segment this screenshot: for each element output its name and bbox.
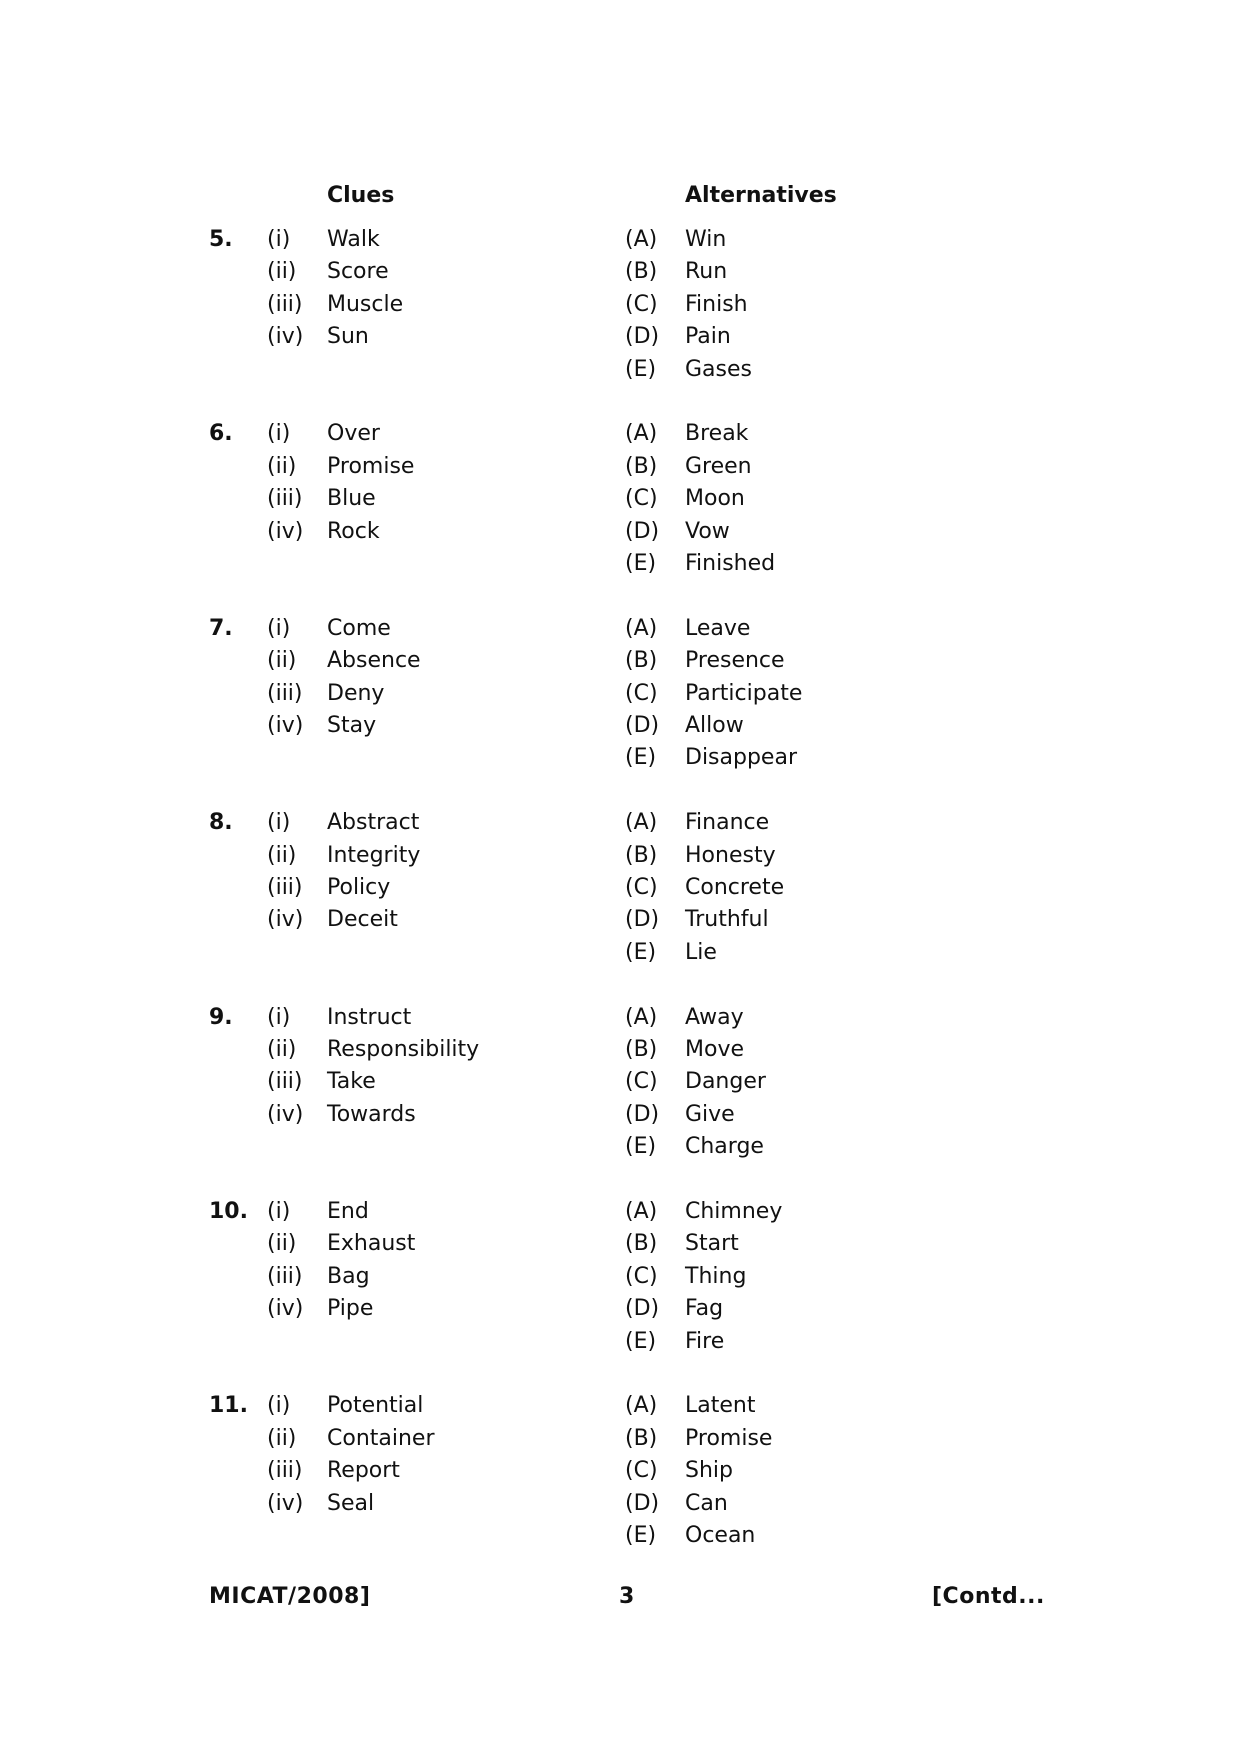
alternative-list [625, 418, 945, 580]
clue-word: Muscle [327, 291, 404, 317]
alternative-word: Break [685, 421, 749, 447]
alternative-row [625, 742, 945, 774]
alternative-letter: (E) [625, 1328, 657, 1354]
alternative-word: Promise [685, 1425, 773, 1451]
clue-row [267, 483, 567, 515]
alternative-letter: (C) [625, 874, 658, 900]
alternative-word: Fag [685, 1296, 724, 1322]
alternative-letter: (D) [625, 1296, 660, 1322]
clue-word: Exhaust [327, 1231, 416, 1257]
clue-list [267, 807, 567, 937]
alternative-word: Chimney [685, 1198, 783, 1224]
clue-word: Pipe [327, 1296, 374, 1322]
clue-row [267, 1002, 567, 1034]
alternative-row [625, 321, 945, 353]
alternative-letter: (C) [625, 680, 658, 706]
alternative-row [625, 710, 945, 742]
clue-numeral: (ii) [267, 648, 297, 674]
clue-word: Over [327, 421, 380, 447]
alternative-letter: (A) [625, 1198, 658, 1224]
clue-numeral: (ii) [267, 842, 297, 868]
alternative-row [625, 937, 945, 969]
clue-row [267, 289, 567, 321]
alternative-word: Leave [685, 615, 751, 641]
alternative-word: Participate [685, 680, 803, 706]
alternative-word: Finance [685, 810, 770, 836]
clue-numeral: (ii) [267, 1036, 297, 1062]
question-number: 6. [209, 421, 233, 447]
exam-code: MICAT/2008] [209, 1584, 371, 1609]
alternative-word: Allow [685, 712, 744, 738]
question-block [0, 1390, 1241, 1584]
alternative-letter: (E) [625, 1134, 657, 1160]
alternative-letter: (E) [625, 1522, 657, 1548]
alternative-list [625, 224, 945, 386]
alternative-word: Ship [685, 1458, 733, 1484]
clue-numeral: (iii) [267, 1263, 303, 1289]
clue-word: Towards [327, 1101, 416, 1127]
alternative-row [625, 1423, 945, 1455]
alternative-row [625, 1228, 945, 1260]
alternative-row [625, 1034, 945, 1066]
alternative-row [625, 354, 945, 386]
alternative-word: Fire [685, 1328, 725, 1354]
clue-word: Score [327, 259, 389, 285]
clue-word: Deny [327, 680, 385, 706]
alternative-row [625, 1488, 945, 1520]
alternative-row [625, 1326, 945, 1358]
alternative-word: Latent [685, 1393, 756, 1419]
clue-row [267, 1034, 567, 1066]
alternative-word: Vow [685, 518, 730, 544]
alternative-letter: (E) [625, 745, 657, 771]
alternative-word: Away [685, 1004, 744, 1030]
alternative-letter: (A) [625, 421, 658, 447]
clue-numeral: (ii) [267, 453, 297, 479]
question-block [0, 1002, 1241, 1196]
alternative-word: Disappear [685, 745, 797, 771]
page-number: 3 [619, 1584, 635, 1609]
clue-row [267, 613, 567, 645]
clue-row [267, 256, 567, 288]
clue-row [267, 224, 567, 256]
clue-row [267, 1423, 567, 1455]
clue-numeral: (iv) [267, 712, 304, 738]
alternative-row [625, 483, 945, 515]
clue-row [267, 1455, 567, 1487]
alternative-row [625, 872, 945, 904]
alternative-letter: (C) [625, 1069, 658, 1095]
alternative-letter: (B) [625, 648, 658, 674]
clue-word: End [327, 1198, 369, 1224]
alternative-letter: (D) [625, 324, 660, 350]
clue-numeral: (i) [267, 1393, 291, 1419]
alternative-row [625, 645, 945, 677]
clue-word: Integrity [327, 842, 421, 868]
alternative-word: Honesty [685, 842, 776, 868]
clues-heading: Clues [327, 183, 395, 208]
alternative-letter: (A) [625, 1393, 658, 1419]
clue-word: Policy [327, 874, 391, 900]
alternative-word: Win [685, 227, 727, 252]
alternative-letter: (A) [625, 1004, 658, 1030]
alternative-list [625, 1390, 945, 1552]
alternative-list [625, 1196, 945, 1358]
alternative-word: Moon [685, 486, 745, 512]
clue-numeral: (iii) [267, 1458, 303, 1484]
alternative-letter: (B) [625, 453, 658, 479]
alternative-row [625, 1261, 945, 1293]
alternative-letter: (A) [625, 810, 658, 836]
alternative-word: Finish [685, 291, 748, 317]
alternative-word: Start [685, 1231, 739, 1257]
clue-word: Deceit [327, 907, 398, 933]
clue-list [267, 1196, 567, 1326]
alternative-row [625, 807, 945, 839]
clue-numeral: (ii) [267, 259, 297, 285]
alternative-letter: (B) [625, 1036, 658, 1062]
clue-word: Blue [327, 486, 376, 512]
alternative-row [625, 516, 945, 548]
question-list [0, 224, 1241, 1585]
clue-word: Rock [327, 518, 380, 544]
alternative-letter: (E) [625, 550, 657, 576]
clue-row [267, 840, 567, 872]
clue-word: Abstract [327, 810, 420, 836]
question-block [0, 613, 1241, 807]
clue-row [267, 904, 567, 936]
clue-numeral: (i) [267, 227, 291, 252]
alternative-row [625, 224, 945, 256]
alternative-row [625, 1455, 945, 1487]
clue-word: Potential [327, 1393, 424, 1419]
clue-numeral: (iii) [267, 874, 303, 900]
question-number: 8. [209, 810, 233, 836]
alternative-row [625, 1131, 945, 1163]
clue-word: Instruct [327, 1004, 412, 1030]
alternative-row [625, 904, 945, 936]
clue-numeral: (iv) [267, 1101, 304, 1127]
alternative-word: Presence [685, 648, 785, 674]
clue-row [267, 1293, 567, 1325]
alternative-letter: (B) [625, 1425, 658, 1451]
clue-list [267, 224, 567, 354]
alternative-letter: (A) [625, 615, 658, 641]
alternative-word: Danger [685, 1069, 766, 1095]
clue-word: Walk [327, 227, 380, 252]
alternative-row [625, 418, 945, 450]
alternative-letter: (B) [625, 1231, 658, 1257]
clue-word: Take [327, 1069, 376, 1095]
clue-word: Report [327, 1458, 400, 1484]
clue-row [267, 1228, 567, 1260]
clue-row [267, 1196, 567, 1228]
clue-numeral: (i) [267, 1198, 291, 1224]
clue-row [267, 678, 567, 710]
clue-list [267, 1390, 567, 1520]
clue-numeral: (i) [267, 421, 291, 447]
alternative-list [625, 1002, 945, 1164]
clue-list [267, 1002, 567, 1132]
clue-word: Seal [327, 1490, 375, 1516]
continued-marker: [Contd... [932, 1584, 1045, 1609]
alternative-word: Green [685, 453, 752, 479]
clue-word: Promise [327, 453, 415, 479]
alternative-word: Thing [685, 1263, 747, 1289]
clue-numeral: (iv) [267, 1296, 304, 1322]
clue-numeral: (iv) [267, 907, 304, 933]
clue-numeral: (iv) [267, 518, 304, 544]
clue-word: Stay [327, 712, 377, 738]
alternative-row [625, 548, 945, 580]
clue-numeral: (ii) [267, 1231, 297, 1257]
clue-numeral: (ii) [267, 1425, 297, 1451]
alternative-row [625, 1390, 945, 1422]
clue-list [267, 613, 567, 743]
clue-row [267, 451, 567, 483]
clue-row [267, 645, 567, 677]
alternative-letter: (A) [625, 227, 658, 252]
alternative-letter: (D) [625, 1101, 660, 1127]
question-number: 7. [209, 615, 233, 641]
clue-word: Come [327, 615, 391, 641]
clue-word: Responsibility [327, 1036, 480, 1062]
question-number: 11. [209, 1393, 248, 1419]
alternative-row [625, 1293, 945, 1325]
alternative-row [625, 1196, 945, 1228]
alternative-list [625, 807, 945, 969]
alternative-row [625, 1520, 945, 1552]
column-headers [0, 180, 1241, 212]
clue-row [267, 872, 567, 904]
clue-numeral: (iii) [267, 486, 303, 512]
clue-numeral: (iii) [267, 680, 303, 706]
alternative-row [625, 256, 945, 288]
alternative-word: Truthful [685, 907, 769, 933]
alternative-letter: (C) [625, 291, 658, 317]
alternative-word: Lie [685, 939, 717, 965]
alternative-word: Pain [685, 324, 731, 350]
clue-row [267, 516, 567, 548]
clue-word: Absence [327, 648, 421, 674]
alternative-row [625, 613, 945, 645]
clue-row [267, 1261, 567, 1293]
alternative-letter: (B) [625, 842, 658, 868]
alternative-letter: (E) [625, 356, 657, 382]
alternative-word: Run [685, 259, 728, 285]
page-footer [0, 1581, 1241, 1613]
clue-row [267, 321, 567, 353]
alternative-word: Finished [685, 550, 776, 576]
alternative-word: Give [685, 1101, 735, 1127]
alternative-row [625, 840, 945, 872]
clue-row [267, 1390, 567, 1422]
clue-numeral: (iv) [267, 324, 304, 350]
alternative-row [625, 1066, 945, 1098]
clue-numeral: (i) [267, 1004, 291, 1030]
alternative-letter: (C) [625, 1263, 658, 1289]
question-block [0, 418, 1241, 612]
alternative-letter: (D) [625, 712, 660, 738]
question-block [0, 807, 1241, 1001]
alternative-row [625, 289, 945, 321]
alternative-word: Ocean [685, 1522, 756, 1548]
alternative-word: Can [685, 1490, 728, 1516]
question-number: 10. [209, 1198, 248, 1224]
alternative-row [625, 451, 945, 483]
alternative-row [625, 1002, 945, 1034]
clue-word: Sun [327, 324, 369, 350]
alternative-word: Move [685, 1036, 744, 1062]
clue-numeral: (iv) [267, 1490, 304, 1516]
question-block [0, 1196, 1241, 1390]
alternative-word: Concrete [685, 874, 785, 900]
question-block [0, 224, 1241, 418]
alternative-word: Charge [685, 1134, 764, 1160]
clue-numeral: (i) [267, 810, 291, 836]
clue-numeral: (iii) [267, 1069, 303, 1095]
question-number: 9. [209, 1004, 233, 1030]
alternative-letter: (D) [625, 1490, 660, 1516]
clue-row [267, 1099, 567, 1131]
clue-list [267, 418, 567, 548]
alternative-list [625, 613, 945, 775]
clue-numeral: (iii) [267, 291, 303, 317]
clue-word: Bag [327, 1263, 370, 1289]
clue-row [267, 807, 567, 839]
alternative-letter: (C) [625, 1458, 658, 1484]
alternative-letter: (D) [625, 518, 660, 544]
clue-word: Container [327, 1425, 435, 1451]
alternative-letter: (D) [625, 907, 660, 933]
alternative-word: Gases [685, 356, 752, 382]
clue-row [267, 710, 567, 742]
clue-row [267, 418, 567, 450]
alternative-row [625, 678, 945, 710]
question-number: 5. [209, 227, 233, 252]
alternatives-heading: Alternatives [685, 183, 837, 208]
clue-row [267, 1488, 567, 1520]
alternative-letter: (C) [625, 486, 658, 512]
clue-row [267, 1066, 567, 1098]
clue-numeral: (i) [267, 615, 291, 641]
alternative-row [625, 1099, 945, 1131]
alternative-letter: (E) [625, 939, 657, 965]
alternative-letter: (B) [625, 259, 658, 285]
